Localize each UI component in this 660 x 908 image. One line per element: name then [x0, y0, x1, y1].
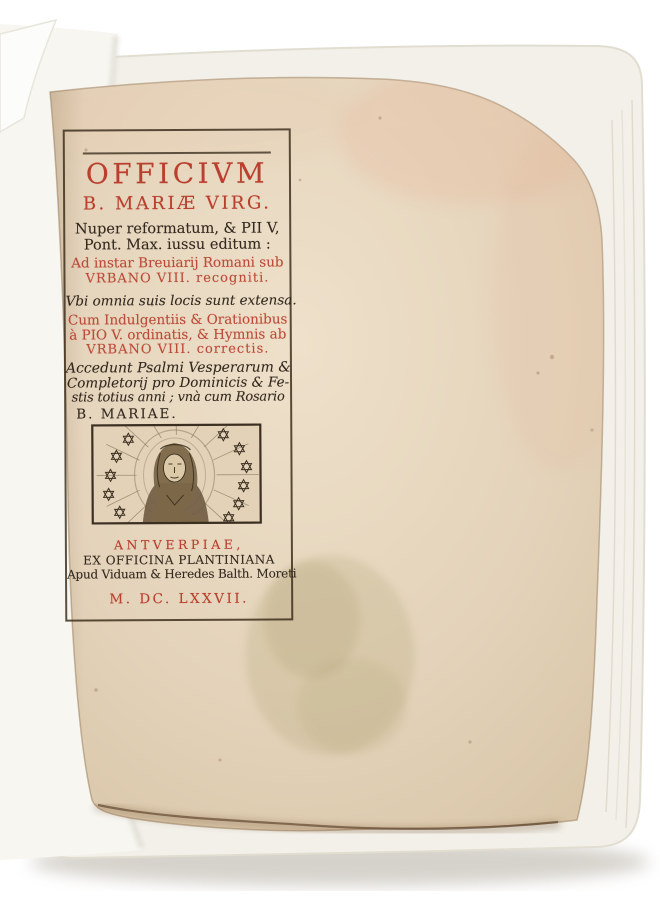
title-line-accedunt: Accedunt Psalmi Vesperarum & [65, 359, 291, 377]
title-line-adinstar: Ad instar Breuiarij Romani sub [71, 254, 284, 272]
page-title: OFFICIVM [85, 156, 269, 191]
title-line-stis-totius: stis totius anni ; vnà cum Rosario [71, 389, 285, 406]
title-line-urbano-correctis: VRBANO VIII. correctis. [86, 341, 270, 358]
title-line-completorij: Completorij pro Dominicis & Fe- [66, 374, 290, 392]
title-line-b-mariae: B. MARIAE. [76, 406, 178, 423]
title-line-pont: Pont. Max. iussu editum : [83, 236, 271, 254]
imprint-publisher-detail: Apud Viduam & Heredes Balth. Moreti [67, 566, 297, 582]
imprint-year: M. DC. LXXVII. [109, 590, 249, 608]
virgin-mary-woodcut [90, 423, 263, 526]
page-subtitle: B. MARIÆ VIRG. [82, 192, 272, 215]
head-rule [83, 152, 271, 155]
title-line-urbano-recogniti: VRBANO VIII. recogniti. [85, 270, 270, 287]
title-page-printed-area [63, 128, 297, 621]
title-line-cum-indulgentiis: Cum Indulgentiis & Orationibus [67, 311, 288, 329]
imprint-publisher: EX OFFICINA PLANTINIANA [83, 552, 275, 568]
title-line-vbi-omnia: Vbi omnia suis locis sunt extensa. [65, 292, 297, 310]
title-line-nuper: Nuper reformatum, & PII V, [74, 220, 280, 238]
title-line-a-pio: à PIO V. ordinatis, & Hymnis ab [69, 326, 287, 344]
imprint-city: ANTVERPIAE, [113, 536, 244, 553]
